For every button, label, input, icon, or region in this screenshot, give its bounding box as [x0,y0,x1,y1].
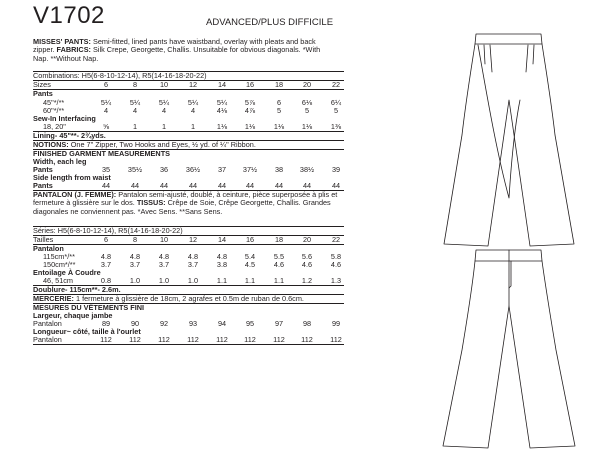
largeur-label: Largeur, chaque jambe [33,311,113,320]
table-cell: 1⅛ [216,122,228,131]
row-label: 115cm*/** [43,252,75,261]
pants-label: Pants [33,89,53,98]
table-cell: 38½ [299,165,315,174]
row-label: Pantalon [33,319,62,328]
table-cell: 44 [245,181,255,190]
width-label: Width, each leg [33,157,87,166]
table-cell: 44 [188,181,198,190]
table-cell: 94 [217,319,227,328]
table-cell: 10 [159,235,169,244]
table-cell: 97 [274,319,284,328]
row-label: Pantalon [33,335,62,344]
table-cell: 5¼ [158,98,170,107]
table-cell: 112 [216,335,228,344]
table-cell: 8 [132,235,138,244]
table-cell: 89 [101,319,111,328]
description-title-en: MISSES' PANTS: [33,37,91,46]
table-cell: 6 [276,98,282,107]
table-cell: 44 [274,181,284,190]
back-view-drawing [443,250,575,448]
table-cell: 112 [187,335,199,344]
front-overlay-edge [478,45,520,198]
table-cell: 5.4 [244,252,256,261]
difficulty-label: ADVANCED/PLUS DIFFICILE [206,17,334,28]
table-cell: 12 [188,235,198,244]
row-label: Tailles [33,235,54,244]
description-text-fr: Pantalon semi-ajusté, doublé, à ceinture, pièce superposée à plis et fermeture à glissière sur le dos. [33,190,338,208]
interfacing-label: Sew-In Interfacing [33,114,96,123]
table-cell: 38 [274,165,284,174]
table-cell: 3.7 [129,260,141,269]
row-label: 45"*/** [43,98,65,107]
table-cell: 1.0 [187,276,199,285]
pantalon-label: Pantalon [33,244,64,253]
table-cell: 1⅛ [244,122,256,131]
table-cell: 95 [245,319,255,328]
row-label: 150cm*/** [43,260,76,269]
pattern-number: V1702 [33,2,105,29]
table-cell: 4 [103,106,109,115]
table-cell: 44 [130,181,140,190]
table-cell: 1.3 [330,276,342,285]
front-pleat [490,45,492,72]
table-cell: 1.1 [216,276,228,285]
table-cell: 5⅞ [244,98,256,107]
table-cell: 22 [331,235,341,244]
table-cell: 20 [302,80,312,89]
table-cell: 5¼ [100,98,112,107]
table-cell: 4 [132,106,138,115]
table-cell: 4.6 [273,260,285,269]
table-cell: 5¼ [129,98,141,107]
table-cell: 1⅛ [273,122,285,131]
row-label: Pants [33,165,53,174]
table-cell: 12 [188,80,198,89]
table-cell: 36½ [185,165,201,174]
table-cell: ⅝ [102,122,110,131]
table-cell: 39 [331,165,341,174]
front-pleat [526,45,528,72]
table-cell: 44 [217,181,227,190]
longueur-label: Longueur~ côté, taille à l'ourlet [33,327,141,336]
table-cell: 10 [159,80,169,89]
table-cell: 44 [302,181,312,190]
table-cell: 4.6 [301,260,313,269]
table-cell: 4 [190,106,196,115]
table-cell: 1 [190,122,196,131]
table-cell: 112 [100,335,112,344]
table-cell: 16 [245,235,255,244]
table-cell: 35 [101,165,111,174]
table-cell: 4 [161,106,167,115]
table-cell: 5.5 [273,252,285,261]
table-cell: 5 [304,106,310,115]
row-label: 46, 51cm [43,276,74,285]
mercerie-text: 1 fermeture à glissière de 18cm, 2 agrafes et 0.5m de ruban de 0.6cm. [73,294,304,303]
notions-title: NOTIONS: [33,140,69,149]
table-cell: 1⅛ [301,122,313,131]
mercerie-title: MERCERIE: [33,294,74,303]
table-cell: 16 [245,80,255,89]
table-cell: 37½ [242,165,258,174]
table-cell: 6 [103,80,109,89]
series-label: Séries: H5(6-8-10-12-14), R5(14-16-18-20-22) [33,226,183,235]
table-cell: 4.8 [187,252,199,261]
table-cell: 4.8 [216,252,228,261]
lining-text: Lining- 45"**- 2¾yds. [33,131,106,140]
fabrics-text-fr: Crêpe de Soie, Crêpe Georgette, Challis. Grandes diagonales ne conviennent pas. *Avec Sens. **Sans Sens. [33,198,331,216]
table-cell: 5¼ [187,98,199,107]
table-cell: 98 [302,319,312,328]
table-cell: 35½ [127,165,143,174]
table-cell: 92 [159,319,169,328]
table-cell: 4⅛ [216,106,228,115]
table-cell: 5.6 [301,252,313,261]
table-cell: 0.8 [100,276,112,285]
table-cell: 1.1 [244,276,256,285]
table-cell: 3.7 [187,260,199,269]
table-cell: 1.0 [129,276,141,285]
table-cell: 1 [132,122,138,131]
table-cell: 1.1 [273,276,285,285]
notions-text: One 7" Zipper, Two Hooks and Eyes, ½ yd. of ¼" Ribbon. [68,140,256,149]
combinations-label: Combinations: H5(6-8-10-12-14), R5(14-16-18-20-22) [33,71,207,80]
row-label: 60"*/** [43,106,65,115]
front-view-drawing [444,34,574,246]
table-cell: 44 [101,181,111,190]
mesures-title: MESURES DU VÊTEMENTS FINI [33,303,145,312]
table-cell: 4.8 [129,252,141,261]
table-cell: 6¼ [330,98,342,107]
row-label: 18, 20" [43,122,66,131]
table-cell: 22 [331,80,341,89]
fabrics-title-en: FABRICS: [56,45,91,55]
table-cell: 5 [276,106,282,115]
table-cell: 112 [244,335,256,344]
table-cell: 8 [132,80,138,89]
table-cell: 6 [103,235,109,244]
table-cell: 93 [188,319,198,328]
table-cell: 112 [330,335,342,344]
table-cell: 1.2 [301,276,313,285]
table-cell: 112 [129,335,141,344]
table-cell: 1.0 [158,276,170,285]
row-label: Pants [33,181,53,190]
doublure-text: Doublure- 115cm**- 2.6m. [33,285,121,294]
table-cell: 6⅛ [301,98,313,107]
table-cell: 1⅜ [330,122,342,131]
description-text-en: Semi-fitted, lined pants have waistband, overlay with pleats and back zipper. [33,37,316,55]
table-cell: 1 [161,122,167,131]
fabrics-text-en: Silk Crepe, Georgette, Challis. Unsuitable for obvious diagonals. *With Nap. **Without Nap. [33,45,321,63]
table-cell: 112 [158,335,170,344]
table-cell: 4.8 [100,252,112,261]
front-pleat [533,45,534,64]
table-cell: 18 [274,80,284,89]
row-label: Sizes [33,80,51,89]
table-cell: 99 [331,319,341,328]
table-cell: 5 [333,106,339,115]
table-cell: 20 [302,235,312,244]
table-cell: 44 [331,181,341,190]
table-cell: 4.8 [158,252,170,261]
table-cell: 5.8 [330,252,342,261]
table-cell: 14 [217,80,227,89]
side-length-label: Side length from waist [33,173,111,182]
table-cell: 4⅞ [244,106,256,115]
table-cell: 14 [217,235,227,244]
front-pleat [484,45,485,64]
table-cell: 4.6 [330,260,342,269]
table-cell: 36 [159,165,169,174]
table-cell: 3.7 [100,260,112,269]
entoilage-label: Entoilage À Coudre [33,268,101,277]
table-cell: 5¼ [216,98,228,107]
table-cell: 90 [130,319,140,328]
front-pants-outline [444,34,574,246]
table-cell: 3.7 [158,260,170,269]
fabrics-title-fr: TISSUS: [136,198,166,208]
table-cell: 44 [159,181,169,190]
table-cell: 18 [274,235,284,244]
table-cell: 112 [301,335,313,344]
table-cell: 3.8 [216,260,228,269]
description-title-fr: PANTALON (J. FEMME): [33,190,117,199]
table-cell: 37 [217,165,227,174]
finished-title: FINISHED GARMENT MEASUREMENTS [33,149,171,158]
table-cell: 112 [273,335,285,344]
table-cell: 4.5 [244,260,256,269]
